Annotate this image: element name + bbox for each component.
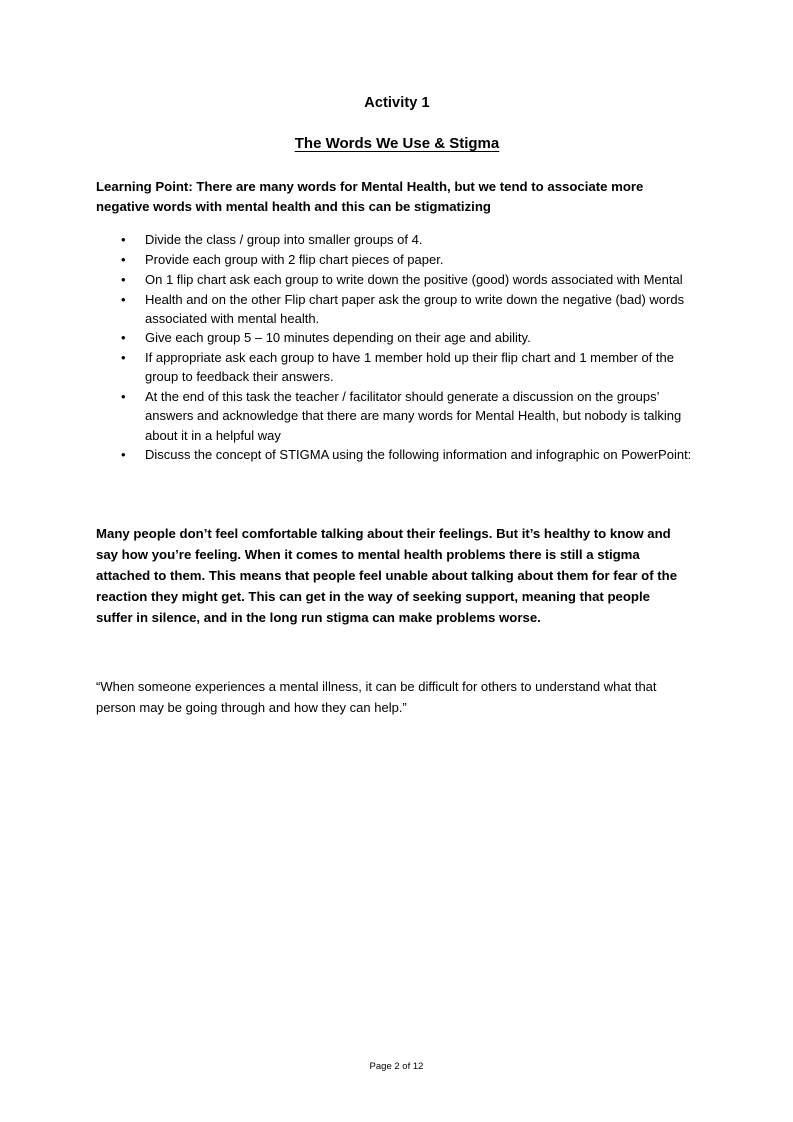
learning-point-paragraph: Learning Point: There are many words for Mental Health, but we tend to associate more negative words with mental health and this can be stigmatizing <box>96 178 644 214</box>
bullet-icon: • <box>121 389 126 405</box>
list-item-text: Provide each group with 2 flip chart pieces of paper. <box>145 252 444 268</box>
bullet-icon: • <box>121 447 126 463</box>
bullet-icon: • <box>121 232 126 248</box>
bullet-icon: • <box>121 350 126 366</box>
page-footer: Page 2 of 12 <box>369 1061 424 1072</box>
list-item-text: Divide the class / group into smaller groups of 4. <box>145 232 423 248</box>
stigma-paragraph: Many people don’t feel comfortable talking about their feelings. But it’s healthy to know and say how you’re feeling. When it comes to mental health problems there is still a stigma attached to them. This means that people feel unable about talking about them for fear of the reaction they might get. This can get in the way of seeking support, meaning that people suffer in silence, and in the long run stigma can make problems worse. <box>96 525 678 625</box>
quote-paragraph: “When someone experiences a mental illness, it can be difficult for others to understand what that person may be going through and how they can help.” <box>96 678 657 715</box>
bullet-icon: • <box>121 330 126 346</box>
list-item <box>96 387 698 445</box>
list-item <box>96 230 698 249</box>
list-item <box>96 270 698 289</box>
bullet-icon: • <box>121 271 126 287</box>
task-list <box>96 230 698 464</box>
bullet-icon: • <box>121 252 126 268</box>
list-item-text: Give each group 5 – 10 minutes depending on their age and ability. <box>145 330 531 346</box>
list-item-text: Health and on the other Flip chart paper ask the group to write down the negative (bad) words associated with mental health. <box>145 291 685 326</box>
section-spacer <box>96 465 698 523</box>
list-item <box>96 290 698 328</box>
bullet-icon: • <box>121 291 126 307</box>
list-item-text: On 1 flip chart ask each group to write down the positive (good) words associated with Mental <box>145 271 683 287</box>
list-item <box>96 348 698 386</box>
page-subtitle: The Words We Use & Stigma <box>294 135 500 153</box>
list-item-text: If appropriate ask each group to have 1 member hold up their flip chart and 1 member of the group to feedback their answers. <box>145 350 674 385</box>
list-item <box>96 445 698 464</box>
list-item <box>96 328 698 347</box>
document-body <box>96 94 698 718</box>
page-title: Activity 1 <box>364 95 430 111</box>
list-item-text: At the end of this task the teacher / facilitator should generate a discussion on the groups’ answers and acknowledge that there are many words for Mental Health, but nobody is talking about it in a helpful way <box>145 389 682 443</box>
section-spacer <box>96 628 698 676</box>
list-item <box>96 250 698 269</box>
list-item-text: Discuss the concept of STIGMA using the following information and infographic on PowerPoint: <box>145 447 692 463</box>
